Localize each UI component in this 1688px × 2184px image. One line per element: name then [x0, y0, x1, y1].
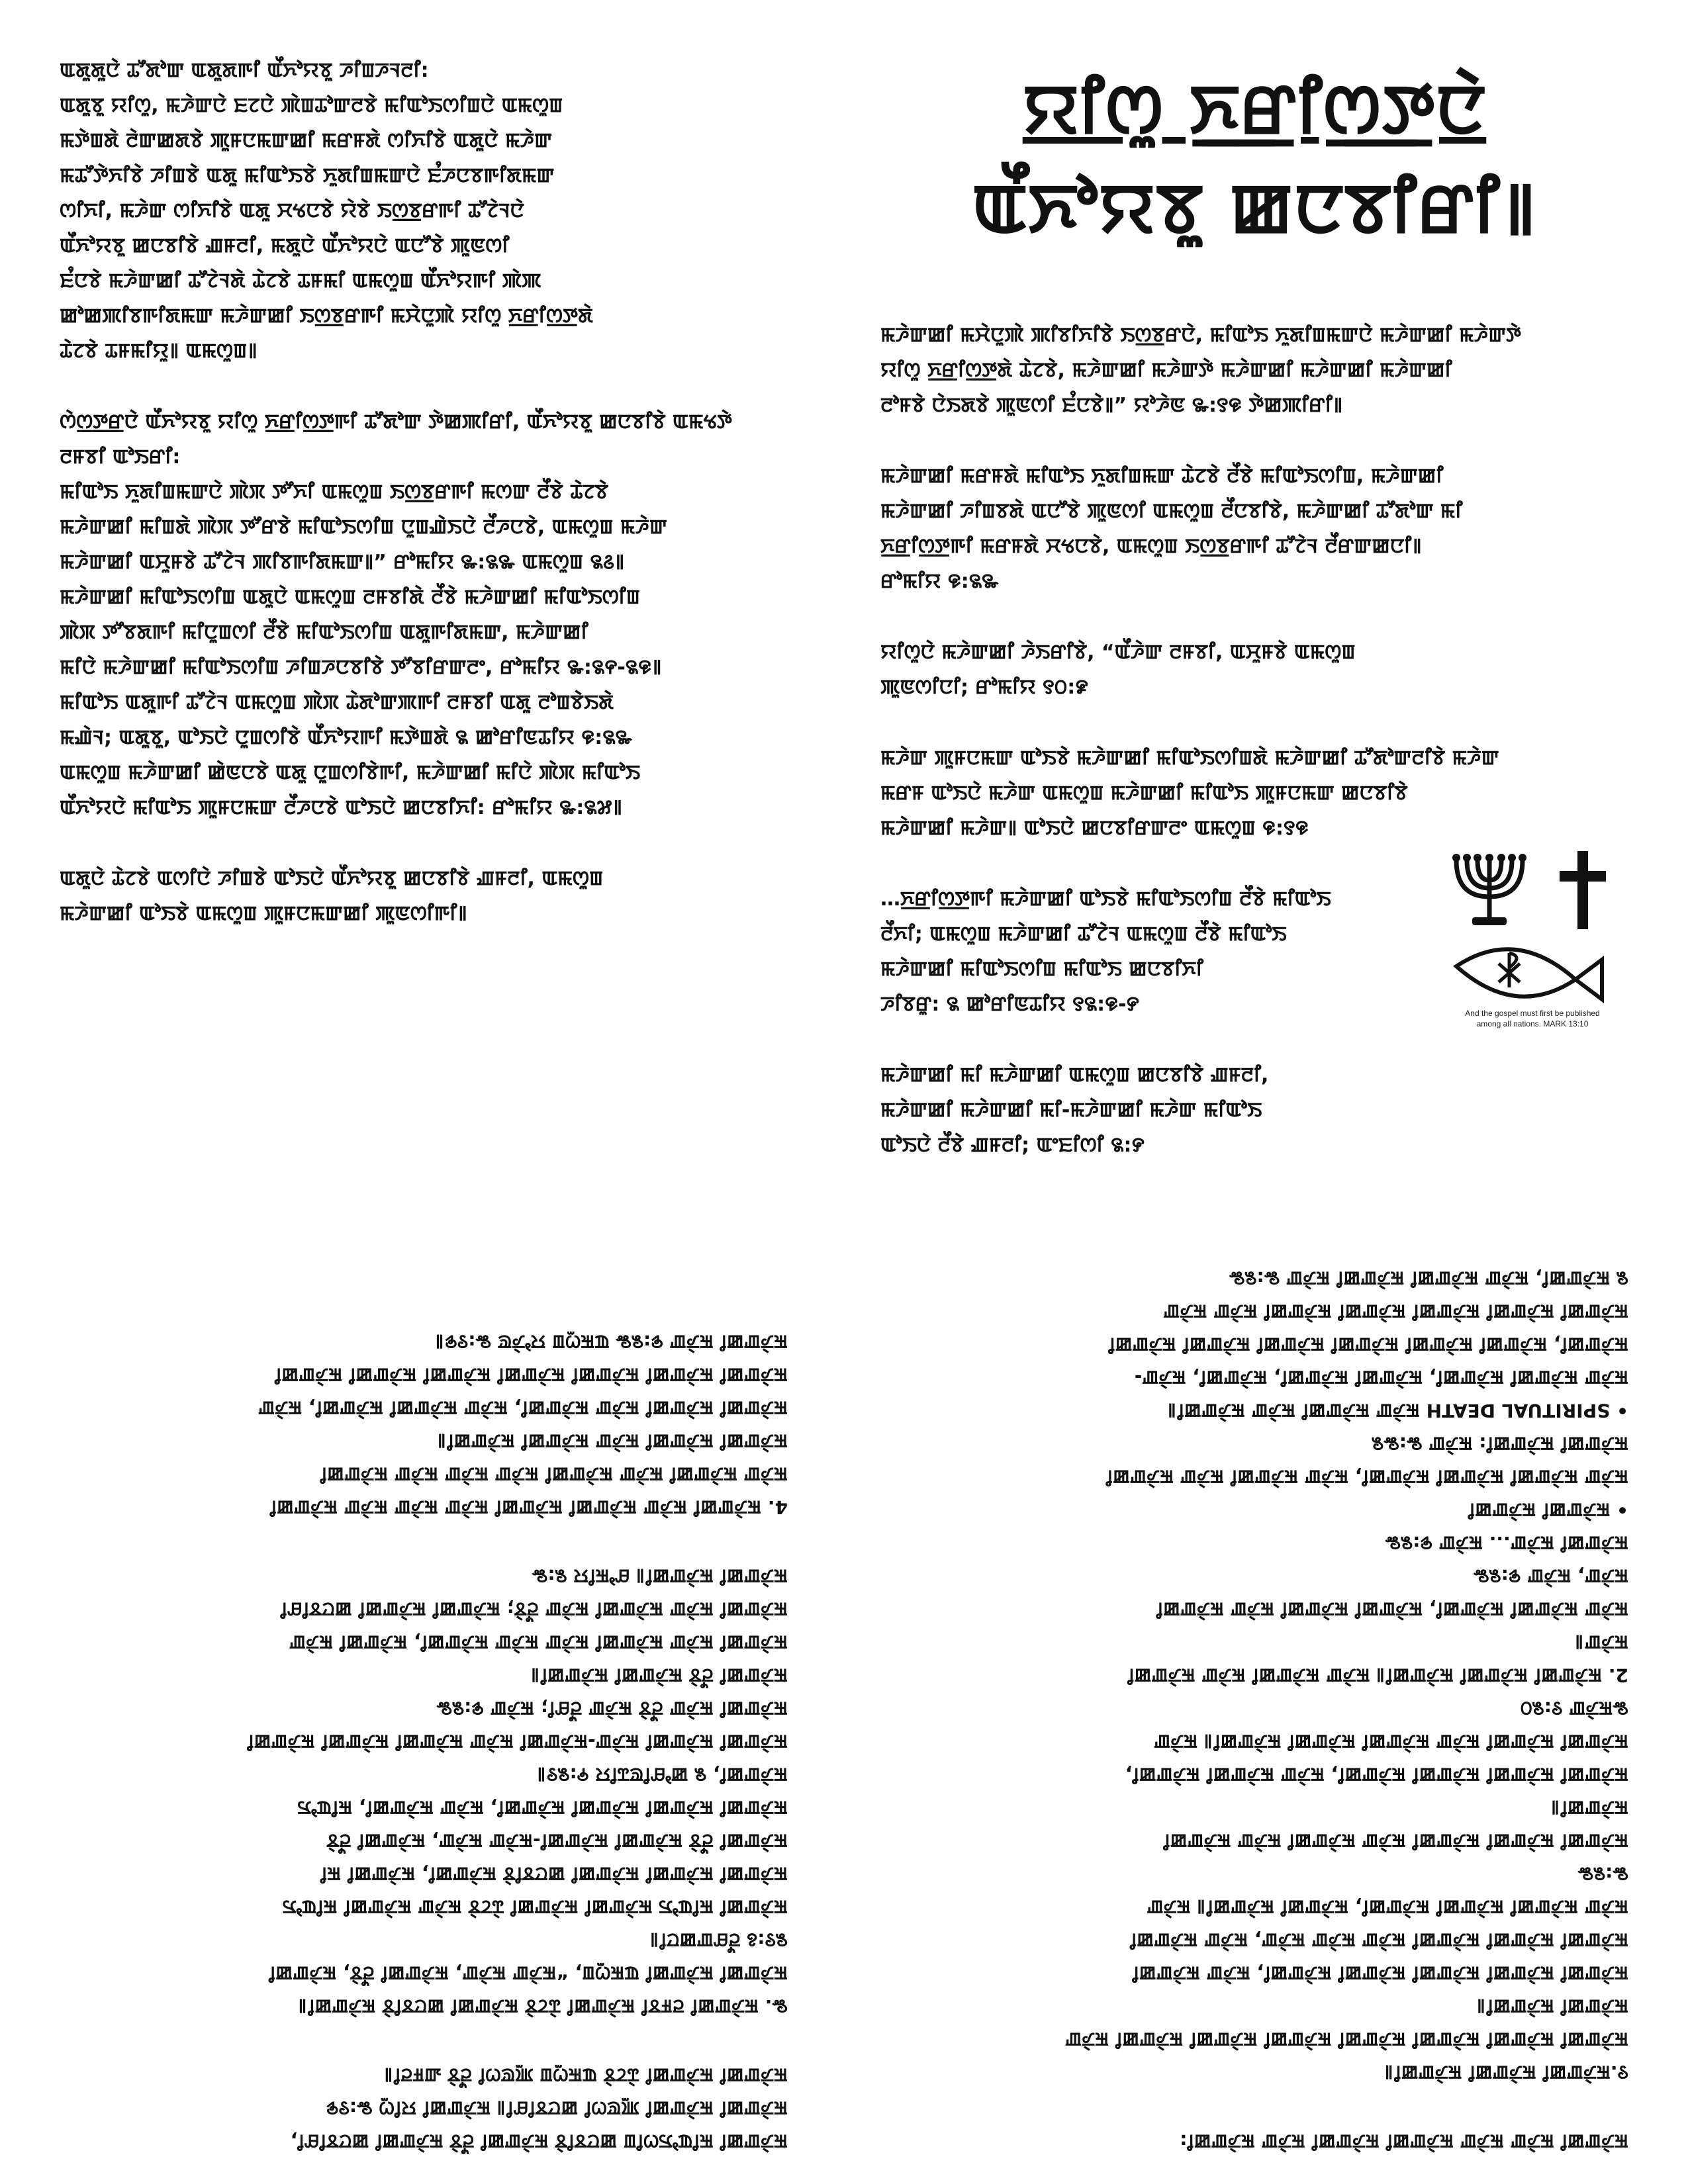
- paragraph: [60, 861, 808, 931]
- text-line: ꯃꯍꯥꯛꯀꯤ ꯃꯔꯝꯗꯥ ꯃꯤꯑꯣꯏ ꯈꯨꯗꯤꯡꯃꯛ ꯊꯥꯖꯕꯥ ꯂꯩꯕꯥ ꯃꯤꯑꯣꯏꯁꯤꯡ, ꯃꯍꯥꯛꯀꯤ: [880, 465, 1444, 488]
- paragraph: [880, 741, 1628, 846]
- text-line: ꯂꯝꯕꯤ ꯑꯣꯏꯔꯤ:: [60, 445, 181, 469]
- text-line: ꯃꯍꯥꯛ ꯃꯍꯥꯛꯀꯤ ꯃꯍꯥꯛꯀꯤ, ꯃꯍꯥꯛꯀꯤ ꯃꯍꯥꯛꯀꯤ ꯃꯍꯥꯛ ꯃꯍꯥꯛꯀꯤ: [1156, 1598, 1628, 1620]
- emblem-caption: [1443, 1008, 1622, 1029]
- text-line: ꯈ꯭ꯔꯤꯁ꯭ꯇꯒꯤ ꯃꯔꯝꯗꯥ ꯆꯠꯅꯕꯥ, ꯑꯃꯁꯨꯡ ꯏꯁ꯭ꯕꯔꯒꯤ ꯊꯧꯖꯥꯜ ꯂꯩꯔꯛꯀꯅꯤ꯫: [880, 535, 1422, 558]
- text-line: ꯃꯍꯥꯛ ꯃꯍꯥꯛꯀꯤ ꯃꯍꯥꯛꯀꯤ ꯃꯍꯥꯛꯀꯤ, ꯃꯍꯥꯛꯀꯤ ꯃꯍꯥꯛꯀꯤ꯫ ꯃꯍꯥꯛ: [1147, 1896, 1628, 1918]
- text-line: ꯑꯩꯈꯣꯌꯕꯨ ꯀꯅꯕꯤꯕꯥ ꯉꯝꯂꯤ, ꯃꯗꯨꯅꯥ ꯑꯩꯈꯣꯌꯅꯥ ꯑꯅꯧꯕꯥ ꯄꯨꯟꯁꯤ: [60, 234, 510, 257]
- bottom-right-panel-inverted: [880, 1125, 1628, 2158]
- text-line: ꯃꯍꯥꯛꯀꯤ ꯑꯣꯏꯕꯥ ꯑꯃꯁꯨꯡ ꯄꯨꯝꯅꯃꯛꯀꯤ ꯄꯨꯟꯁꯤꯒꯤ꯫: [60, 902, 467, 925]
- text-line: ꯃꯤꯑꯣꯏ ꯑꯗꯨꯒꯤ ꯊꯧꯖꯥꯜ ꯑꯃꯁꯨꯡ ꯄꯥꯞ ꯊꯥꯗꯣꯛꯄꯒꯤ ꯂꯝꯕꯤ ꯑꯗꯨ ꯂꯣꯡꯕꯥꯏꯗꯥ: [60, 691, 614, 714]
- text-line: ꯃꯍꯥꯛꯀꯤ ꯃꯍꯥꯛꯀꯤ ꯃꯍꯥꯛꯀꯤ ꯃꯍꯥꯛꯀꯤ ꯃꯍꯥꯛꯀꯤ, ꯃꯍꯥꯛ ꯃꯍꯥꯛꯀꯤ: [1132, 1962, 1628, 1984]
- text-line: ꯃꯍꯥꯛꯀꯤ ꯃꯍꯥꯛꯀꯤ ꯃꯍꯥꯛꯀꯤ ꯀꯅꯕꯤꯕꯥ ꯃꯍꯥꯛꯀꯤ, ꯃꯍꯥꯛꯀꯤ ꯃꯤ: [320, 1863, 788, 1885]
- text-line: ꯃꯍꯥꯛ, ꯃꯍꯥꯛ ꯶:꯲꯳: [1474, 1565, 1628, 1587]
- top-left-panel: [60, 53, 808, 1026]
- text-line: ꯃꯍꯥꯛ ꯃꯍꯥꯛꯀꯤ ꯃꯍꯥꯛꯀꯤ, ꯃꯍꯥꯛꯀꯤ ꯃꯍꯥꯛꯀꯤ, ꯃꯍꯥꯛꯀꯤ, ꯃꯍꯥꯛ-: [1134, 1367, 1628, 1388]
- text-line: ꯑꯣꯏꯅꯥ ꯂꯩꯕꯥ ꯉꯝꯂꯤ; ꯑꯦꯐꯤꯁꯤ ꯲:꯸: [880, 1134, 1145, 1157]
- text-line: ꯃꯍꯥꯛꯀꯤ ꯍꯤꯡꯕꯗꯥ ꯑꯅꯧꯕꯥ ꯄꯨꯟꯁꯤ ꯑꯃꯁꯨꯡ ꯂꯩꯅꯕꯤꯕꯥ, ꯃꯍꯥꯛꯀꯤ ꯊꯧꯗꯣꯛ ꯃꯤ: [880, 500, 1463, 523]
- paragraph: [40, 1559, 788, 2023]
- paragraph: [880, 1261, 1628, 2089]
- text-line: ꯃꯍꯥꯛꯀꯤ ꯃꯍꯥꯛꯀꯤ ꯃꯍꯥꯛꯀꯤ ꯃꯍꯥꯛꯀꯤ, ꯃꯍꯥꯛ ꯃꯍꯥꯛꯀꯤ, ꯃꯤꯑꯣꯏ: [297, 1797, 788, 1819]
- text-line: ꯃꯍꯥꯛꯀꯤ꯫: [1551, 1797, 1628, 1819]
- text-line: ꯳. ꯃꯍꯥꯛꯀꯤ ꯂꯝꯕꯤ ꯃꯍꯥꯛꯀꯤ ꯊꯥꯖꯕꯥ ꯃꯍꯥꯛꯀꯤ ꯀꯅꯕꯤꯕꯥ ꯃꯍꯥꯛꯀꯤ꯫: [298, 1995, 788, 2017]
- text-line: ꯃꯍꯥꯛꯀꯤ ꯃꯆꯥꯅꯨꯄꯥ ꯄꯤꯕꯤꯈꯤꯕꯥ ꯏꯁ꯭ꯕꯔꯅꯥ, ꯃꯤꯑꯣꯏ ꯈꯨꯗꯤꯡꯃꯛꯅꯥ ꯃꯍꯥꯛꯀꯤ ꯃꯍꯥꯛꯇꯥ: [880, 324, 1521, 347]
- text-line: ꯂꯩꯈꯤ; ꯑꯃꯁꯨꯡ ꯃꯍꯥꯛꯀꯤ ꯊꯧꯖꯥꯜ ꯑꯃꯁꯨꯡ ꯂꯩꯕꯥ ꯃꯤꯑꯣꯏ: [880, 923, 1287, 946]
- text-line: ꯑꯗꯨꯅꯥ ꯊꯥꯖꯕꯥ ꯑꯁꯤꯅꯥ ꯍꯤꯡꯕꯥ ꯑꯣꯏꯅꯥ ꯑꯩꯈꯣꯌꯕꯨ ꯀꯅꯕꯤꯕꯥ ꯉꯝꯂꯤ, ꯑꯃꯁꯨꯡ: [60, 867, 604, 890]
- paragraph: [880, 318, 1628, 423]
- text-line: ꯃꯍꯥꯛꯀꯤ ꯃꯤꯑꯣꯏ ꯃꯍꯥꯛꯀꯤ ꯃꯍꯥꯛꯀꯤ ꯊꯥꯖꯕꯥ ꯃꯍꯥꯛ ꯃꯍꯥꯛꯀꯤ ꯃꯤꯑꯣꯏ: [283, 1896, 788, 1918]
- text-line: ꯃꯍꯥꯛ ꯄꯨꯝꯅꯃꯛ ꯑꯣꯏꯕꯥ ꯃꯍꯥꯛꯀꯤ ꯃꯤꯑꯣꯏꯁꯤꯡꯗꯥ ꯃꯍꯥꯛꯀꯤ ꯊꯧꯗꯣꯛꯂꯤꯕꯥ ꯃꯍꯥꯛ: [880, 747, 1499, 770]
- text-line: ꯃꯍꯥꯛꯀꯤ ꯃꯍꯥꯛꯀꯤ ꯃꯍꯥꯛꯀꯤ ꯃꯍꯥꯛꯀꯤ ꯃꯍꯥꯛꯀꯤ ꯃꯍꯥꯛꯀꯤ ꯃꯍꯥꯛꯀꯤ ꯃꯍꯥꯛ: [1064, 2028, 1628, 2050]
- text-line: ꯃꯍꯥꯛꯀꯤ ꯃꯍꯥꯛ꯫ ꯑꯣꯏꯅꯥ ꯀꯅꯕꯤꯔꯛꯂꯦ ꯑꯃꯁꯨꯡ ꯶:꯱꯶: [880, 817, 1309, 840]
- text-line: ꯑꯗꯨꯕꯨ ꯌꯤꯁꯨ, ꯃꯍꯥꯛꯅꯥ ꯐꯖꯅꯥ ꯄꯥꯡꯊꯣꯛꯂꯕꯥ ꯃꯤꯑꯣꯏꯁꯤꯡꯅꯥ ꯑꯃꯁꯨꯡ: [60, 94, 563, 117]
- menorah-cross-fish-icon: [1443, 847, 1622, 1006]
- text-line: ꯁꯥꯁ꯭ꯇ꯭ꯔꯅꯥ ꯑꯩꯈꯣꯌꯕꯨ ꯌꯤꯁꯨ ꯈ꯭ꯔꯤꯁ꯭ꯇꯒꯤ ꯊꯧꯗꯣꯛ ꯇꯥꯀꯄꯤꯔꯤ, ꯑꯩꯈꯣꯌꯕꯨ ꯀꯅꯕꯤꯕꯥ ꯑꯃꯠꯇꯥ: [60, 410, 732, 433]
- text-line: ꯃꯍꯥꯛꯀꯤ ꯃꯍꯥꯛꯀꯤ꯫: [1477, 1995, 1628, 2017]
- text-line: ꯳:꯲꯳: [1577, 1863, 1628, 1885]
- text-line: ꯃꯤꯅꯥ ꯃꯍꯥꯛꯀꯤ ꯃꯤꯑꯣꯏꯁꯤꯡ ꯍꯤꯡꯍꯅꯕꯤꯕꯥ ꯇꯧꯕꯤꯔꯛꯂꯦ, ꯔꯣꯃꯤꯌ ꯳:꯲꯵-꯲꯶꯫: [60, 656, 662, 679]
- text-line: ꯃꯍꯥꯛꯀꯤ ꯃꯍꯥꯛ ꯃꯍꯥꯛ ꯃꯍꯥꯛꯀꯤ ꯃꯍꯥꯛꯀꯤ ꯃꯍꯥꯛ ꯃꯍꯥꯛꯀꯤ:: [1180, 2130, 1628, 2152]
- text-line: ꯍꯤꯕꯔꯨ: ꯲ ꯀꯣꯔꯤꯟꯊꯤꯌ ꯱꯲:꯶-꯸: [880, 993, 1139, 1016]
- text-line: ꯔꯣꯃꯤꯌ ꯶:꯲꯳: [880, 570, 999, 593]
- text-line: ꯑꯗꯨꯗꯨꯅꯥ ꯊꯧꯗꯣꯛ ꯑꯗꯨꯗꯒꯤ ꯑꯩꯈꯣꯌꯕꯨ ꯍꯤꯡꯍꯜꯂꯤ:: [60, 59, 429, 82]
- text-line: ꯃꯍꯥꯛꯀꯤ ꯃꯍꯥꯛ... ꯃꯍꯥꯛ ꯶:꯲꯳: [1385, 1532, 1628, 1554]
- text-line: ꯃꯍꯥꯛꯀꯤ ꯃꯍꯥꯛꯀꯤ ꯃꯍꯥꯛ ꯃꯍꯥꯛꯀꯤ ꯃꯍꯥꯛꯀꯤ꯫: [438, 1430, 788, 1452]
- text-line: ꯄꯨꯟꯁꯤꯅꯤ; ꯔꯣꯃꯤꯌ ꯱꯰:꯹: [880, 676, 1088, 699]
- text-line: ꯃꯍꯥꯛꯀꯤ ꯃꯍꯥꯛꯀꯤ ꯃꯍꯥꯛ-ꯃꯍꯥꯛꯀꯤ ꯃꯍꯥꯛ ꯃꯍꯥꯛꯀꯤ ꯃꯍꯥꯛꯀꯤ ꯃꯍꯥꯛꯀꯤ: [247, 1731, 788, 1752]
- paragraph: [60, 404, 808, 825]
- text-line: ꯑꯩꯈꯣꯌꯅꯥ ꯃꯤꯑꯣꯏ ꯄꯨꯝꯅꯃꯛ ꯂꯩꯍꯅꯕꯥ ꯑꯣꯏꯅꯥ ꯀꯅꯕꯤꯈꯤ: ꯔꯣꯃꯤꯌ ꯳:꯲꯷꯫: [60, 796, 622, 819]
- paragraph: [880, 459, 1628, 599]
- text-line: ꯃꯍꯥꯛꯀꯤ ꯃꯤꯑꯣꯏꯁꯤꯡ ꯀꯅꯕꯤꯕꯥ ꯃꯍꯥꯛꯀꯤ ꯂꯩꯕꯥ ꯃꯍꯥꯛꯀꯤ ꯀꯅꯕꯤꯔꯤ,: [290, 2130, 788, 2152]
- caption-line: And the gospel must first be published: [1465, 1009, 1600, 1018]
- text-line: ꯃꯍꯥꯛꯀꯤ ꯃꯍꯥꯛꯀꯤ ꯊꯥꯖꯕꯥ ꯑꯃꯁꯨꯡ ꯄꯨꯟꯁꯤ ꯂꯩꯕꯥ ꯉꯝꯂꯤ꯫: [384, 2064, 788, 2086]
- text-line: ꯃꯍꯥꯛꯀꯤ ꯃꯍꯥꯛ ꯃꯍꯥꯛꯀꯤ ꯃꯍꯥꯛ ꯃꯍꯥꯛ ꯃꯍꯥꯛꯀꯤ, ꯃꯍꯥꯛꯀꯤ ꯃꯍꯥꯛ: [289, 1631, 788, 1653]
- paragraph: [60, 53, 808, 369]
- text-line: ꯃꯔꯝ ꯑꯣꯏꯅꯥ ꯃꯍꯥꯛ ꯑꯃꯁꯨꯡ ꯃꯍꯥꯛꯀꯤ ꯃꯤꯑꯣꯏ ꯄꯨꯝꯅꯃꯛ ꯀꯅꯕꯤꯕꯥ: [880, 782, 1408, 805]
- text-line: ꯃꯍꯥꯛꯀꯤ ꯑꯆꯨꯝꯕꯥ ꯊꯧꯖꯥꯜ ꯄꯤꯕꯒꯤꯗꯃꯛ꯫” ꯔꯣꯃꯤꯌ ꯳:꯲꯳ ꯑꯃꯁꯨꯡ ꯲꯴꯫: [60, 551, 625, 574]
- text-line: ꯃꯍꯥꯛꯀꯤ ꯃꯍꯥꯛꯀꯤ: ꯃꯍꯥꯛ ꯳:꯳꯲: [1372, 1433, 1628, 1455]
- text-line: ꯑꯃꯁꯨꯡ ꯃꯍꯥꯛꯀꯤ ꯀꯥꯟꯅꯕꯥ ꯑꯗꯨ ꯅꯨꯡꯁꯤꯕꯥꯒꯤ, ꯃꯍꯥꯛꯀꯤ ꯃꯤꯅꯥ ꯄꯥꯞ ꯃꯤꯑꯣꯏ: [60, 761, 641, 784]
- caption-line: among all nations. MARK 13:10: [1476, 1019, 1589, 1028]
- text-line: ꯃꯊꯧꯇꯥꯈꯤꯕꯥ ꯍꯤꯡꯕꯥ ꯑꯗꯨ ꯃꯤꯑꯣꯏꯕꯥ ꯈꯨꯗꯤꯡꯃꯛꯅꯥ ꯐꯪꯍꯅꯕꯒꯤꯗꯃꯛ: [60, 164, 555, 187]
- text-line: ꯃꯍꯥꯛꯀꯤ ꯃꯍꯥꯛ ꯶:꯲꯳ ꯑꯃꯁꯨꯡ ꯌꯣꯍꯥꯟ ꯳:꯱꯶꯫: [435, 1331, 788, 1353]
- text-line: ꯃꯍꯥꯛꯀꯤ ꯃꯍꯥꯛꯀꯤ ꯃꯤ-ꯃꯍꯥꯛꯀꯤ ꯃꯍꯥꯛ ꯃꯤꯑꯣꯏ: [880, 1099, 1262, 1122]
- tract-title: [880, 60, 1628, 258]
- title-line: ꯑꯩꯈꯣꯌꯕꯨ ꯀꯅꯕꯤꯔꯤ꯫: [972, 168, 1537, 249]
- text-line: ꯃꯤꯑꯣꯏ ꯈꯨꯗꯤꯡꯃꯛꯅꯥ ꯄꯥꯞ ꯇꯧꯈꯤ ꯑꯃꯁꯨꯡ ꯏꯁ꯭ꯕꯔꯒꯤ ꯃꯁꯛ ꯂꯩꯕꯥ ꯊꯥꯖꯕꯥ: [60, 480, 609, 504]
- paragraph: [880, 2124, 1628, 2158]
- paragraph: [40, 2058, 788, 2158]
- text-line: ꯃꯍꯥꯛꯀꯤ ꯃꯍꯥꯛꯀꯤ ꯃꯍꯥꯛꯀꯤ ꯃꯍꯥꯛꯀꯤ ꯃꯍꯥꯛꯀꯤ ꯃꯍꯥꯛꯀꯤ ꯃꯍꯥꯛꯀꯤ: [274, 1364, 788, 1386]
- text-line: ꯀꯣꯀꯄꯤꯕꯒꯤꯗꯃꯛ ꯃꯍꯥꯛꯀꯤ ꯏꯁ꯭ꯕꯔꯒꯤ ꯃꯆꯥꯅꯨꯄꯥ ꯌꯤꯁꯨ ꯈ꯭ꯔꯤꯁ꯭ꯇꯗꯥ: [60, 304, 593, 328]
- text-line: ꯌꯤꯁꯨ ꯈ꯭ꯔꯤꯁ꯭ꯇꯗꯥ ꯊꯥꯖꯕꯥ, ꯃꯍꯥꯛꯀꯤ ꯃꯍꯥꯛꯇꯥ ꯃꯍꯥꯛꯀꯤ ꯃꯍꯥꯛꯀꯤ ꯃꯍꯥꯛꯀꯤ: [880, 359, 1452, 382]
- bottom-left-panel-inverted: [40, 1125, 788, 2158]
- text-line: ꯃꯇꯥꯡꯗꯥ ꯂꯥꯛꯀꯗꯕꯥ ꯄꯨꯝꯅꯃꯛꯀꯤ ꯃꯔꯝꯗꯥ ꯁꯤꯈꯤꯕꯥ ꯑꯗꯨꯅꯥ ꯃꯍꯥꯛ: [60, 129, 552, 152]
- text-line: ꯐꯪꯅꯕꯥ ꯃꯍꯥꯛꯀꯤ ꯊꯧꯖꯥꯜꯗꯥ ꯊꯥꯖꯕꯥ ꯊꯝꯃꯤ ꯑꯃꯁꯨꯡ ꯑꯩꯈꯣꯌꯒꯤ ꯄꯥꯄ: [60, 269, 541, 293]
- text-line: ꯂꯣꯝꯕꯥ ꯅꯥꯏꯗꯕꯥ ꯄꯨꯟꯁꯤ ꯐꯪꯅꯕꯥ꯫” ꯌꯣꯍꯥꯟ ꯳:꯱꯶ ꯇꯥꯀꯄꯤꯔꯤ꯫: [880, 394, 1343, 417]
- text-line: ꯊꯥꯖꯕꯥ ꯊꯝꯃꯤꯌꯨ꯫ ꯑꯃꯁꯨꯡ꯫: [60, 340, 258, 363]
- text-line: ꯃꯍꯥꯛꯀꯤ ꯃꯍꯥꯛꯀꯤ ꯃꯍꯥꯛꯀꯤ ꯃꯍꯥꯛ ꯃꯍꯥꯛ ꯃꯍꯥꯛ, ꯃꯍꯥꯛ ꯃꯍꯥꯛꯀꯤ: [1129, 1929, 1628, 1951]
- text-line: ꯃꯍꯥꯛꯀꯤ ꯃꯍꯥꯛ ꯃꯍꯥꯛꯀꯤ ꯃꯍꯥꯛ ꯂꯩꯕꯥ; ꯃꯍꯥꯛꯀꯤ ꯃꯍꯥꯛꯀꯤ ꯀꯅꯕꯤꯔꯤ: [280, 1598, 788, 1620]
- text-line: 4. ꯃꯍꯥꯛꯀꯤ ꯃꯍꯥꯛ ꯃꯍꯥꯛꯀꯤ ꯃꯍꯥꯛꯀꯤ ꯃꯍꯥꯛ ꯃꯍꯥꯛ ꯃꯍꯥꯛ ꯃꯍꯥꯛꯀꯤ: [269, 1496, 788, 1518]
- text-line: ꯃꯍꯥꯛꯀꯤ ꯃꯤꯑꯣꯏꯁꯤꯡ ꯃꯤꯑꯣꯏ ꯀꯅꯕꯤꯈꯤ: [880, 958, 1203, 981]
- text-line: ꯃꯍꯥꯛꯀꯤ ꯃꯍꯥꯛꯀꯤ ꯃꯍꯥꯛꯀꯤ ꯃꯍꯥꯛꯀꯤ, ꯃꯍꯥꯛ ꯃꯍꯥꯛꯀꯤ ꯃꯍꯥꯛꯀꯤ,: [1125, 1764, 1628, 1786]
- text-line: ꯃꯍꯥꯛꯀꯤ ꯃꯍꯥꯛꯀꯤ꯫ ꯔꯣꯃꯤꯌ ꯲:꯳: [532, 1565, 788, 1587]
- text-line: …ꯈ꯭ꯔꯤꯁ꯭ꯇꯒꯤ ꯃꯍꯥꯛꯀꯤ ꯑꯣꯏꯕꯥ ꯃꯤꯑꯣꯏꯁꯤꯡ ꯂꯩꯕꯥ ꯃꯤꯑꯣꯏ: [880, 887, 1331, 911]
- text-line: ꯃꯍꯥꯛ꯫: [1575, 1631, 1628, 1653]
- text-line: ꯃꯍꯥꯛꯀꯤ ꯃꯍꯥꯛꯀꯤ ꯑꯃꯁꯨꯡ, “ꯃꯍꯥꯛ ꯃꯍꯥꯛ, ꯃꯍꯥꯛꯀꯤ ꯂꯩꯕꯥ, ꯃꯍꯥꯛꯀꯤ: [269, 1962, 788, 1984]
- text-line: ꯃꯍꯥꯛꯀꯤ ꯂꯩꯕꯥ ꯃꯍꯥꯛꯀꯤ ꯃꯍꯥꯛꯀꯤ-ꯃꯍꯥꯛ ꯃꯍꯥꯛ, ꯃꯍꯥꯛꯀꯤ ꯂꯩꯕꯥ: [326, 1830, 788, 1852]
- text-line: ꯃꯍꯥꯛꯀꯤ, ꯃꯍꯥꯛꯀꯤ ꯃꯍꯥꯛꯀꯤ ꯃꯍꯥꯛꯀꯤ ꯃꯍꯥꯛꯀꯤ ꯃꯍꯥꯛꯀꯤ ꯃꯍꯥꯛꯀꯤ: [1108, 1334, 1628, 1355]
- text-line: ꯃꯍꯥꯛꯀꯤ ꯃꯍꯥꯛꯀꯤ ꯃꯍꯥꯛ ꯃꯍꯥꯛꯀꯤ, ꯃꯍꯥꯛ ꯃꯍꯥꯛꯀꯤ ꯃꯍꯥꯛꯀꯤ, ꯃꯍꯥꯛ: [258, 1397, 788, 1419]
- top-right-panel: [880, 46, 1628, 1157]
- text-line: ꯲꯱:꯴ ꯂꯩꯔꯛꯀꯅꯤ꯫: [650, 1929, 788, 1951]
- text-line: • SPIRITUAL DEATH ꯃꯍꯥꯛ ꯃꯍꯥꯛꯀꯤ ꯃꯍꯥꯛ ꯃꯍꯥꯛꯀꯤ꯫: [1168, 1400, 1628, 1422]
- text-line: ꯃꯍꯥꯛ ꯃꯍꯥꯛꯀꯤ ꯃꯍꯥꯛꯀꯤ ꯃꯍꯥꯛꯀꯤ, ꯃꯍꯥꯛ ꯃꯍꯥꯛꯀꯤ ꯃꯍꯥꯛ ꯃꯍꯥꯛꯀꯤ: [1105, 1466, 1628, 1488]
- text-line: ꯃꯉꯥꯜ; ꯑꯗꯨꯕꯨ, ꯑꯣꯏꯅꯥ ꯅꯨꯡꯁꯤꯕꯥ ꯑꯩꯈꯣꯌꯒꯤ ꯃꯇꯥꯡꯗꯥ ꯲ ꯀꯣꯔꯤꯟꯊꯤꯌ ꯶:꯲꯳: [60, 726, 632, 749]
- text-line: ꯃꯍꯥꯛꯀꯤ ꯃꯍꯥꯛ ꯂꯩꯕꯥ ꯃꯍꯥꯛ ꯂꯩꯔꯤ; ꯃꯍꯥꯛ ꯶:꯲꯳: [436, 1698, 788, 1719]
- text-line: ꯃꯍꯥꯛꯀꯤ ꯂꯩꯕꯥ ꯃꯍꯥꯛꯀꯤ ꯃꯍꯥꯛꯀꯤ꯫: [531, 1664, 788, 1686]
- text-line: ꯃꯍꯥꯛꯀꯤ ꯃꯤꯑꯣꯏꯁꯤꯡ ꯑꯗꯨꯅꯥ ꯑꯃꯁꯨꯡ ꯂꯝꯕꯤꯗꯥ ꯂꯩꯕꯥ ꯃꯍꯥꯛꯀꯤ ꯃꯤꯑꯣꯏꯁꯤꯡ: [60, 586, 640, 609]
- text-line: ꯃꯍꯥꯛ ꯃꯍꯥꯛꯀꯤ ꯃꯍꯥꯛ ꯃꯍꯥꯛꯀꯤ ꯃꯍꯥꯛ ꯃꯍꯥꯛ ꯃꯍꯥꯛ ꯃꯍꯥꯛꯀꯤ: [320, 1463, 788, 1485]
- paragraph: [40, 1325, 788, 1524]
- text-line: ꯄꯥꯞ ꯇꯧꯕꯗꯒꯤ ꯃꯤꯅꯨꯡꯁꯤ ꯂꯩꯕꯥ ꯃꯤꯑꯣꯏꯁꯤꯡ ꯑꯗꯨꯒꯤꯗꯃꯛ, ꯃꯍꯥꯛꯀꯤ: [60, 621, 588, 644]
- text-line: 2. ꯃꯍꯥꯛꯀꯤ ꯃꯍꯥꯛꯀꯤ ꯃꯍꯥꯛꯀꯤ꯫ ꯃꯍꯥꯛ ꯃꯍꯥꯛꯀꯤ ꯃꯍꯥꯛ ꯃꯍꯥꯛꯀꯤ: [1127, 1664, 1628, 1686]
- text-line: ꯃꯍꯥꯛꯀꯤ ꯃꯍꯥꯛꯀꯤ ꯄꯨꯟꯁꯤ ꯀꯅꯕꯤꯔꯤ꯫ ꯃꯍꯥꯛꯀꯤ ꯌꯤꯁꯨ ꯳:꯱꯶: [326, 2097, 788, 2119]
- text-line: ꯃꯍꯥꯛꯀꯤ ꯃꯍꯥꯛꯀꯤ ꯃꯍꯥꯛꯀꯤ ꯃꯍꯥꯛ ꯃꯍꯥꯛꯀꯤ ꯃꯍꯥꯛ ꯃꯍꯥꯛꯀꯤ: [1163, 1830, 1628, 1852]
- paragraph: [880, 635, 1628, 705]
- title-line: ꯌꯤꯁꯨ ꯈ꯭ꯔꯤꯁ꯭ꯇꯅꯥ: [1022, 69, 1487, 150]
- text-line: ꯱.ꯃꯍꯥꯛꯀꯤ ꯃꯍꯥꯛꯀꯤ ꯃꯍꯥꯛꯀꯤ꯫: [1385, 2062, 1628, 2083]
- text-line: ꯃꯍꯥꯛꯀꯤ ꯃꯤ ꯃꯍꯥꯛꯀꯤ ꯑꯃꯁꯨꯡ ꯀꯅꯕꯤꯕꯥ ꯉꯝꯂꯤ,: [880, 1064, 1269, 1087]
- text-line: ꯃꯍꯥꯛꯀꯤ, ꯲ ꯀꯣꯔꯤꯟꯊꯤꯌ ꯵:꯲꯱꯫: [537, 1764, 788, 1786]
- text-line: • ꯃꯍꯥꯛꯀꯤ ꯃꯍꯥꯛꯀꯤ: [1468, 1499, 1628, 1521]
- text-line: ꯳ꯃꯍꯥꯛ ꯱:꯲꯰: [1520, 1698, 1628, 1719]
- text-line: ꯲ ꯃꯍꯥꯛꯀꯤ, ꯃꯍꯥꯛ ꯃꯍꯥꯛꯀꯤ ꯃꯍꯥꯛꯀꯤ ꯃꯍꯥꯛ ꯳:꯲꯳: [1229, 1267, 1628, 1289]
- text-line: ꯃꯍꯥꯛꯀꯤ ꯃꯤꯡꯗꯥ ꯄꯥꯞ ꯇꯧꯔꯕꯥ ꯃꯤꯑꯣꯏꯁꯤꯡ ꯅꯨꯡꯉꯥꯏꯅꯥ ꯂꯩꯍꯅꯕꯥ, ꯑꯃꯁꯨꯡ ꯃꯍꯥꯛ: [60, 516, 667, 539]
- christian-emblem: [1443, 847, 1622, 1039]
- text-line: ꯁꯤꯈꯤ, ꯃꯍꯥꯛ ꯁꯤꯈꯤꯕꯥ ꯑꯗꯨ ꯆꯠꯅꯕꯥ ꯌꯥꯕꯥ ꯏꯁ꯭ꯕꯔꯒꯤ ꯊꯧꯖꯥꯜꯅꯥ: [60, 199, 524, 222]
- text-line: ꯌꯤꯁꯨꯅꯥ ꯃꯍꯥꯛꯀꯤ ꯍꯥꯏꯔꯤꯕꯥ, “ꯑꯩꯍꯥꯛ ꯂꯝꯕꯤ, ꯑꯆꯨꯝꯕꯥ ꯑꯃꯁꯨꯡ: [880, 641, 1356, 664]
- text-line: ꯃꯍꯥꯛꯀꯤ ꯃꯍꯥꯛꯀꯤ ꯃꯍꯥꯛꯀꯤ ꯃꯍꯥꯛꯀꯤ ꯃꯍꯥꯛꯀꯤ ꯃꯍꯥꯛ ꯃꯍꯥꯛ: [1163, 1300, 1628, 1322]
- text-line: ꯃꯍꯥꯛꯀꯤ ꯃꯍꯥꯛꯀꯤ ꯃꯍꯥꯛ ꯃꯍꯥꯛꯀꯤ ꯃꯍꯥꯛꯀꯤ ꯃꯍꯥꯛꯀꯤ꯫ ꯃꯍꯥꯛ: [1154, 1731, 1628, 1752]
